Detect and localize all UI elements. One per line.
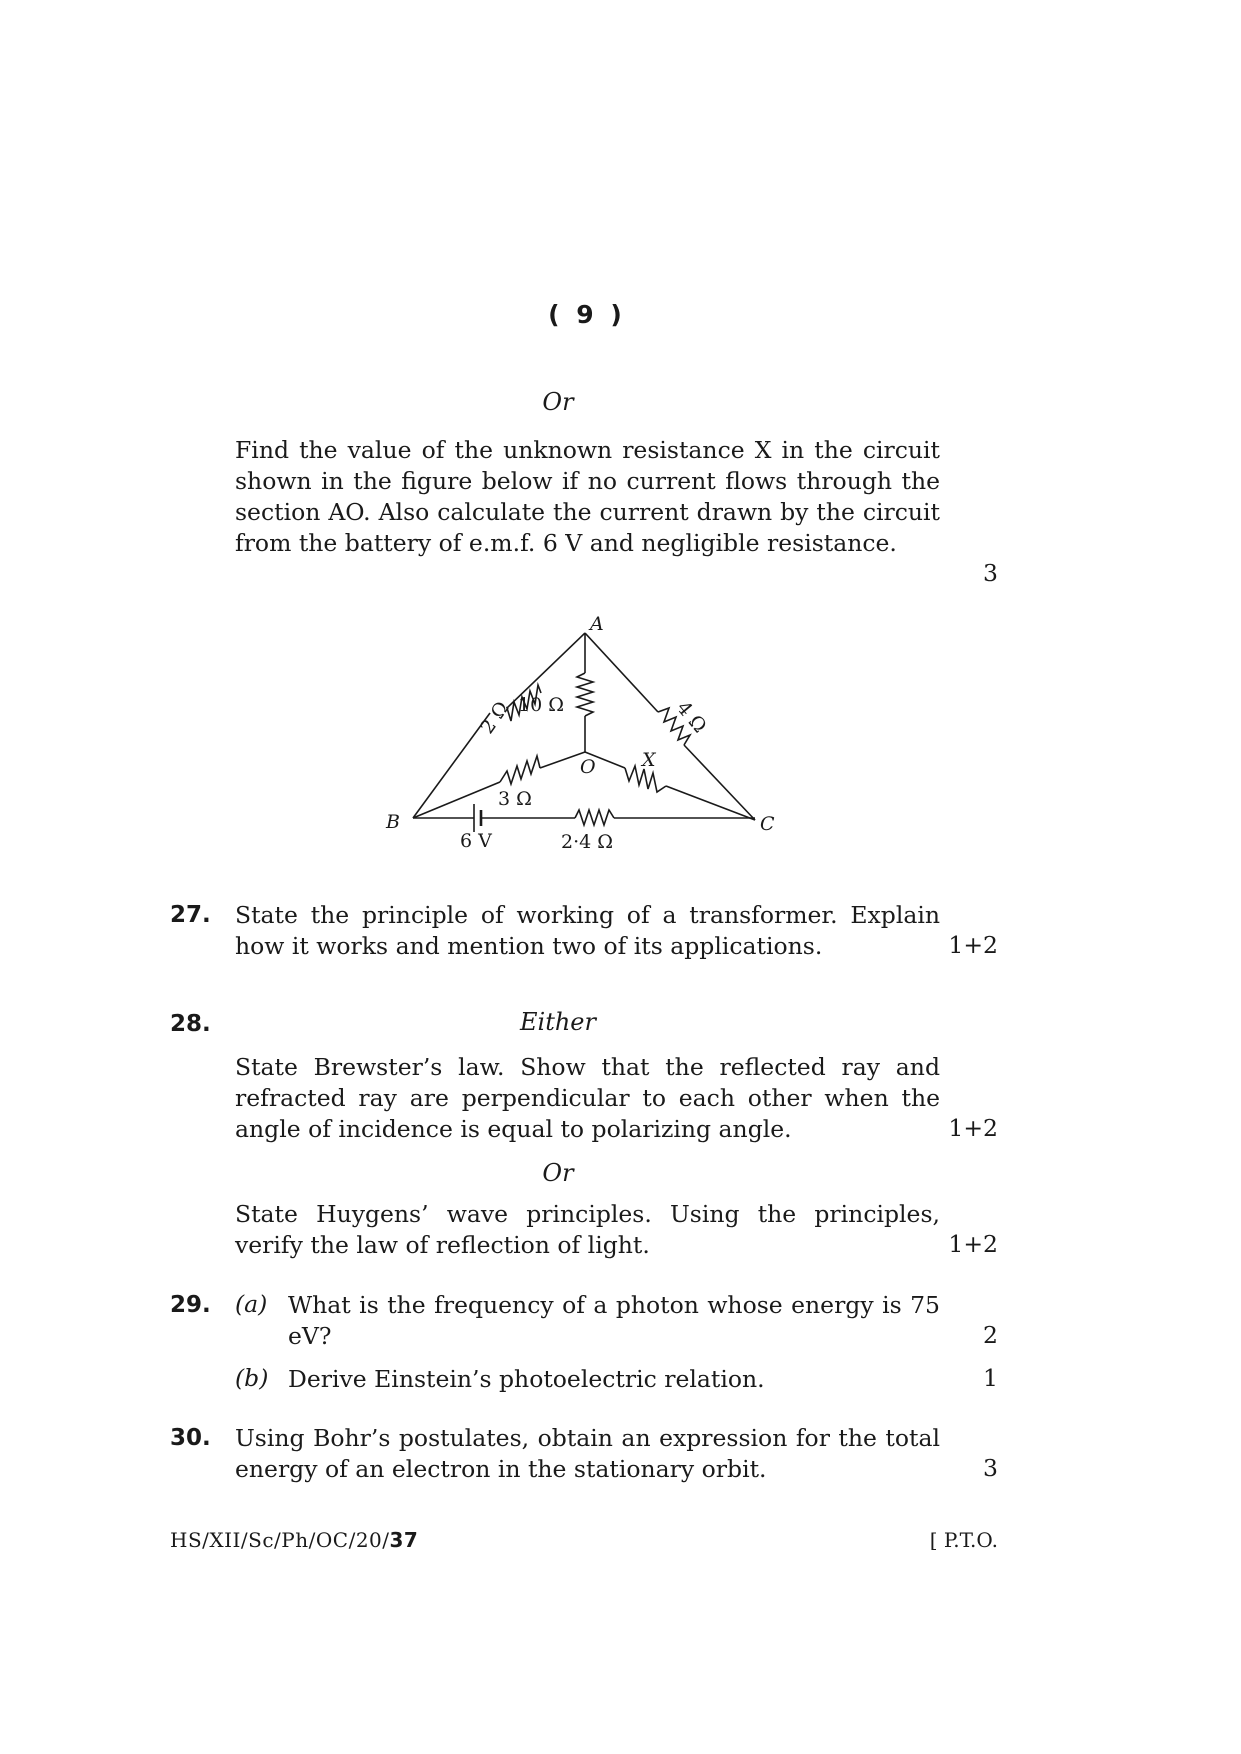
q27-text: State the principle of working of a transformer. Explain how it works and mention two of its applications. <box>235 901 940 960</box>
q29-b-text: Derive Einstein’s photoelectric relation. <box>288 1365 765 1393</box>
q29-number: 29. <box>170 1292 211 1318</box>
node-o-label: O <box>580 756 596 778</box>
node-b-label: B <box>386 811 400 833</box>
paper-code-bold: 37 <box>389 1528 419 1552</box>
or-heading: Or <box>542 388 574 416</box>
node-c-label: C <box>760 813 775 835</box>
resistor-10ohm <box>577 673 593 716</box>
resistor-3ohm <box>500 756 540 784</box>
label-3ohm: 3 Ω <box>498 788 532 810</box>
q29-a-text: What is the frequency of a photon whose energy is 75 eV? <box>288 1291 940 1350</box>
q29-b-label: (b) <box>235 1364 269 1392</box>
label-6v: 6 V <box>460 830 492 852</box>
page-number: ( 9 ) <box>548 300 622 329</box>
q30-number: 30. <box>170 1425 211 1451</box>
q30-marks: 3 <box>983 1454 998 1482</box>
label-10ohm: 10 Ω <box>518 694 564 716</box>
q28-text-a: State Brewster’s law. Show that the reflected ray and refracted ray are perpendicular to each other when the angle of incidence is equal to polarizing angle. <box>235 1053 940 1143</box>
q28-or-heading: Or <box>542 1159 574 1187</box>
q26-marks: 3 <box>983 559 998 587</box>
wire-x-c <box>666 786 755 820</box>
resistor-2-4ohm <box>575 810 614 825</box>
q29-b-marks: 1 <box>983 1364 998 1392</box>
q28-marks-a: 1+2 <box>948 1114 998 1142</box>
paper-code <box>170 1528 418 1552</box>
either-heading: Either <box>520 1008 596 1036</box>
label-2ohm: 2 Ω <box>476 697 514 738</box>
pto-label: [ P.T.O. <box>929 1528 998 1552</box>
q29-a-marks: 2 <box>983 1321 998 1349</box>
q29-a-label: (a) <box>235 1290 268 1318</box>
label-x: X <box>642 749 656 771</box>
label-2-4ohm: 2·4 Ω <box>561 831 614 853</box>
q30-text: Using Bohr’s postulates, obtain an expression for the total energy of an electron in the stationary orbit. <box>235 1424 940 1483</box>
label-4ohm: 4 Ω <box>672 697 711 738</box>
q28-text-b: State Huygens’ wave principles. Using the principles, verify the law of reflection of light. <box>235 1200 940 1259</box>
circuit-diagram <box>380 610 800 870</box>
wire-o-3ohm <box>540 752 585 768</box>
q27-marks: 1+2 <box>948 931 998 959</box>
wire-4ohm-c <box>684 745 755 820</box>
q28-number: 28. <box>170 1011 211 1037</box>
q26-or-text: Find the value of the unknown resistance X in the circuit shown in the figure below if no current flows through the section AO. Also calculate the current drawn by the circuit from the battery of e.m.f. 6 V and negligible resistance. <box>235 436 940 557</box>
paper-code-text: HS/XII/Sc/Ph/OC/20/ <box>170 1528 390 1552</box>
node-a-label: A <box>590 613 604 635</box>
wire-a-4ohm <box>585 633 658 712</box>
q27-number: 27. <box>170 902 211 928</box>
q28-marks-b: 1+2 <box>948 1230 998 1258</box>
